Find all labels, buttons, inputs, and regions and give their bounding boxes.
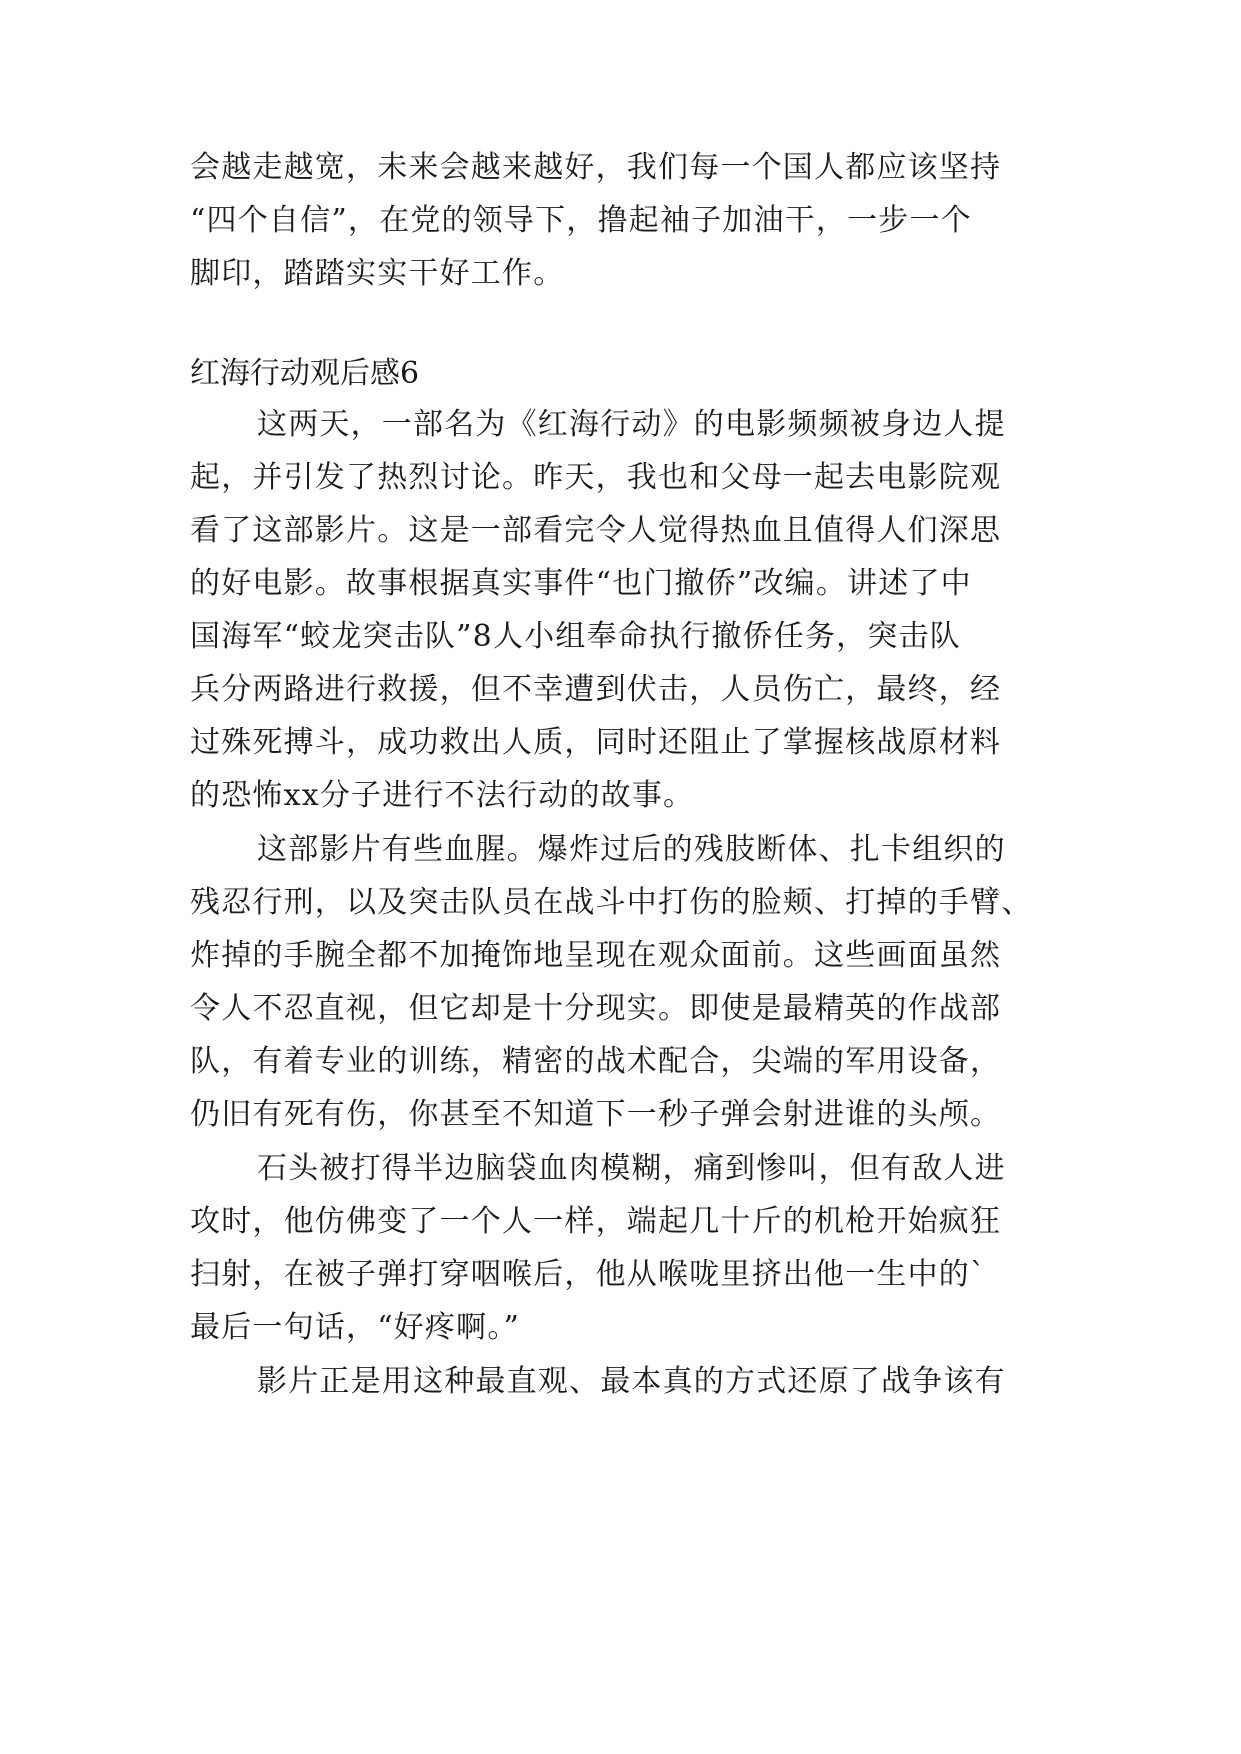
section-title: 红海行动观后感6 [190, 356, 420, 391]
paragraph-line: 最后一句话，“好疼啊。” [190, 1310, 521, 1345]
paragraph-line: 国海军“蛟龙突击队”8人小组奉命执行撤侨任务，突击队 [190, 619, 961, 654]
paragraph-line: 令人不忍直视，但它却是十分现实。即使是最精英的作战部 [190, 991, 1002, 1026]
paragraph-line: 看了这部影片。这是一部看完令人觉得热血且值得人们深思 [190, 513, 1002, 548]
paragraph-line: 的恐怖xx分子进行不法行动的故事。 [190, 778, 695, 813]
paragraph-line: 这部影片有些血腥。爆炸过后的残肢断体、扎卡组织的 [257, 832, 1006, 867]
paragraph-line: 仍旧有死有伤，你甚至不知道下一秒子弹会射进谁的头颅。 [190, 1097, 1002, 1132]
text-line: “四个自信”，在党的领导下，撸起袖子加油干，一步一个 [190, 203, 972, 238]
paragraph-line: 攻时，他仿佛变了一个人一样，端起几十斤的机枪开始疯狂 [190, 1204, 1002, 1239]
paragraph-line: 队，有着专业的训练，精密的战术配合，尖端的军用设备， [190, 1044, 1002, 1079]
paragraph-line: 过殊死搏斗，成功救出人质，同时还阻止了掌握核战原材料 [190, 725, 1002, 760]
paragraph-line: 的好电影。故事根据真实事件“也门撤侨”改编。讲述了中 [190, 566, 972, 601]
paragraph-line: 石头被打得半边脑袋血肉模糊，痛到惨叫，但有敌人进 [257, 1151, 1006, 1186]
paragraph-line: 炸掉的手腕全都不加掩饰地呈现在观众面前。这些画面虽然 [190, 938, 1002, 973]
paragraph-line: 残忍行刑，以及突击队员在战斗中打伤的脸颊、打掉的手臂、 [190, 885, 1033, 920]
text-line: 脚印，踏踏实实干好工作。 [190, 256, 565, 291]
paragraph-line: 影片正是用这种最直观、最本真的方式还原了战争该有 [257, 1364, 1006, 1399]
paragraph-line: 兵分两路进行救援，但不幸遭到伏击，人员伤亡，最终，经 [190, 672, 1002, 707]
paragraph-line: 这两天，一部名为《红海行动》的电影频频被身边人提 [257, 407, 1006, 442]
paragraph-line: 扫射，在被子弹打穿咽喉后，他从喉咙里挤出他一生中的` [190, 1257, 987, 1292]
paragraph-line: 起，并引发了热烈讨论。昨天，我也和父母一起去电影院观 [190, 460, 1002, 495]
text-line: 会越走越宽，未来会越来越好，我们每一个国人都应该坚持 [190, 150, 1002, 185]
